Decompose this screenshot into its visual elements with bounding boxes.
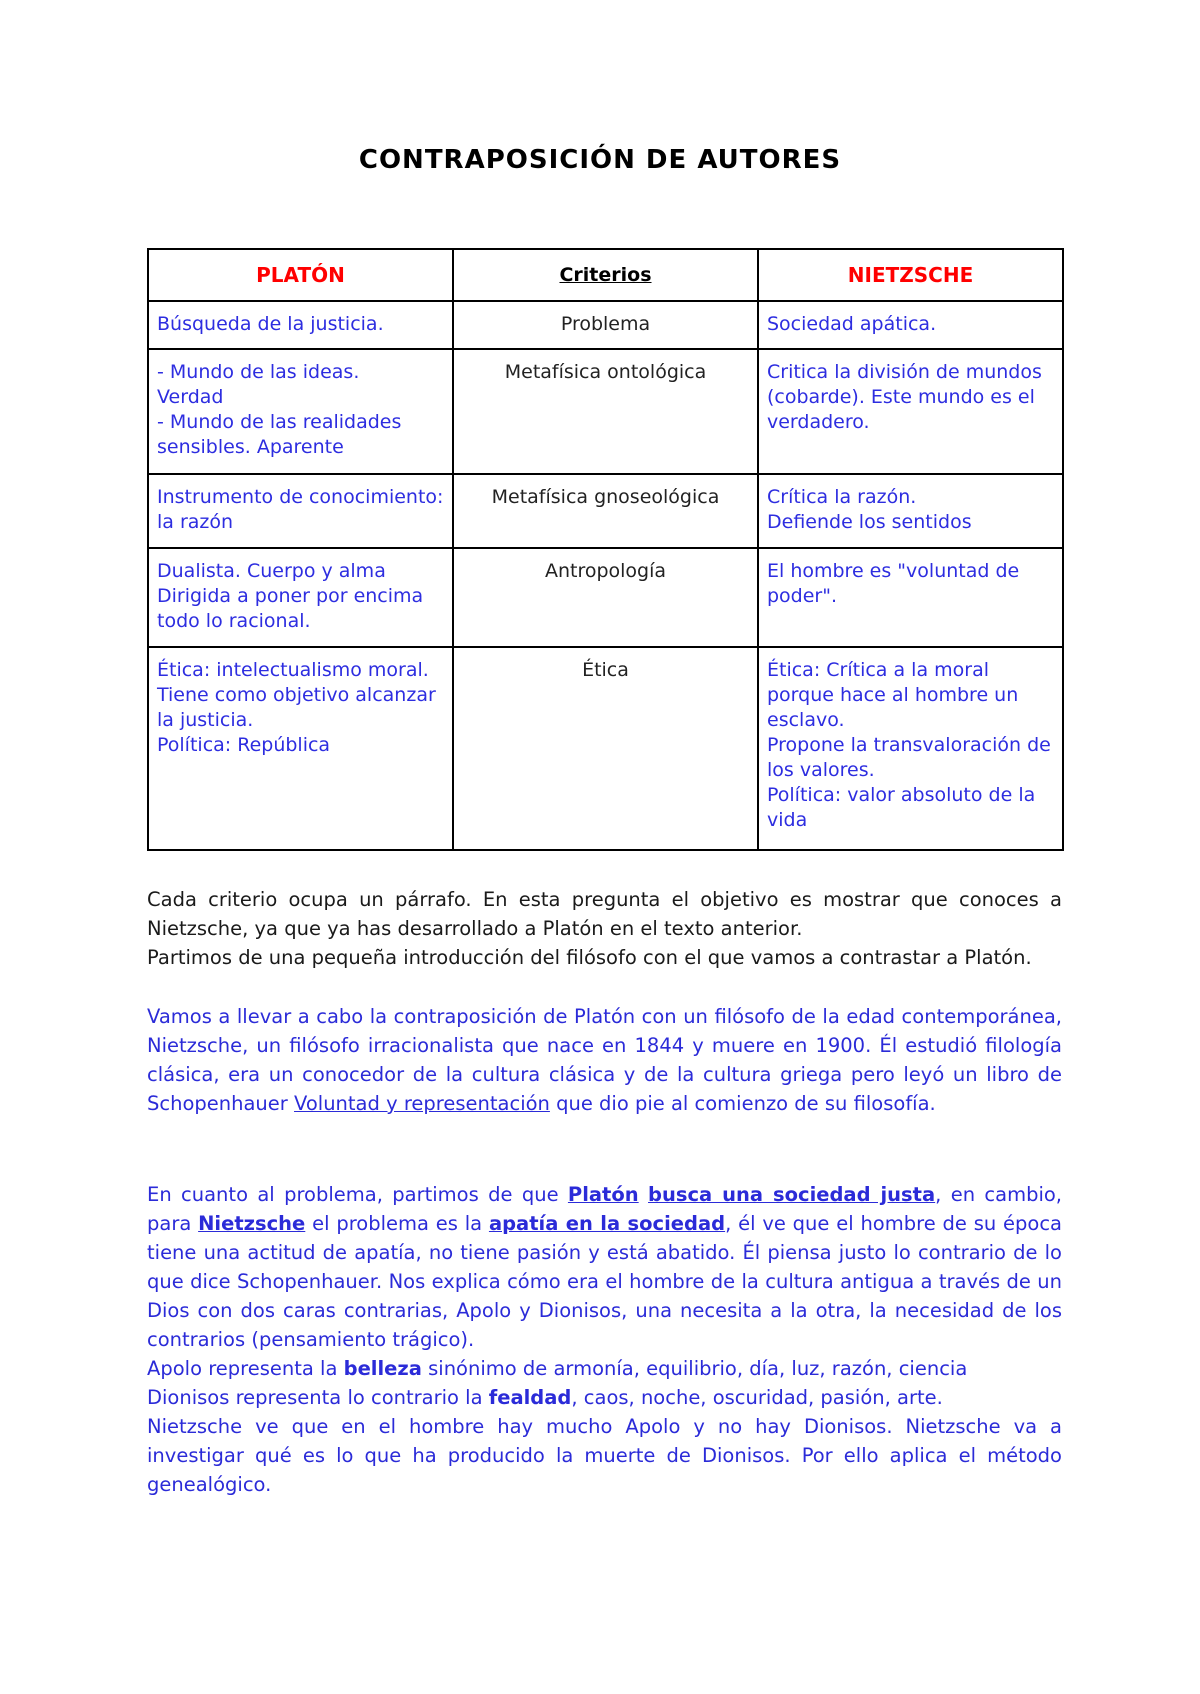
text: el problema es la: [305, 1212, 489, 1235]
text: , en cambio, para: [147, 1183, 1063, 1235]
cell-line: Defiende los sentidos: [767, 511, 972, 533]
instructions-paragraph: Cada criterio ocupa un párrafo. En esta pregunta el objetivo es mostrar que conoces a Nietzsche, ya que ya has desarrollado a Platón en el texto anterior.: [147, 888, 1062, 940]
cell-platon: [148, 301, 453, 349]
problem-paragraph: [147, 1180, 1062, 1354]
dionisos-line: [147, 1383, 1062, 1412]
cell-nietzsche: [758, 548, 1063, 647]
cell-line: Política: valor absoluto de la vida: [767, 784, 1036, 831]
table-row: [148, 647, 1063, 850]
table-row: [148, 474, 1063, 548]
text: Dionisos representa lo contrario la: [147, 1386, 489, 1409]
cell-line: Ética: intelectualismo moral.: [157, 659, 429, 681]
cell-line: Tiene como objetivo alcanzar la justicia.: [157, 684, 436, 731]
keyword-sociedad-justa[interactable]: busca una sociedad justa: [648, 1183, 936, 1206]
cell-nietzsche: [758, 349, 1063, 474]
cell-nietzsche: [758, 474, 1063, 548]
cell-line: Búsqueda de la justicia.: [157, 313, 384, 335]
cell-line: Ética: Crítica a la moral porque hace al hombre un esclavo.: [767, 659, 1019, 731]
book-title-link[interactable]: Voluntad y representación: [294, 1092, 550, 1115]
cell-line: - Mundo de las realidades sensibles. Aparente: [157, 411, 402, 458]
keyword-fealdad: fealdad: [488, 1386, 572, 1409]
table-row: [148, 301, 1063, 349]
cell-platon: [148, 548, 453, 647]
keyword-apatia[interactable]: apatía en la sociedad: [488, 1212, 726, 1235]
cell-line: Propone la transvaloración de los valores.: [767, 734, 1051, 781]
cell-line: Verdad: [157, 386, 224, 408]
comparison-table: [147, 248, 1064, 851]
cell-line: Sociedad apática.: [767, 313, 937, 335]
cell-nietzsche: [758, 301, 1063, 349]
text: , él ve que el hombre de su época tiene una actitud de apatía, no tiene pasión y está abatido. Él piensa justo lo contrario de lo que dice Schopenhauer. Nos explica cómo era el hombre de la cultura antigua a través de un Dios con dos caras contrarias, Apolo y Dionisos, una necesita a la otra, la necesidad de los contrarios (pensamiento trágico).: [147, 1212, 1062, 1351]
header-criterios: Criterios: [453, 249, 758, 301]
text: [639, 1183, 648, 1206]
cell-criterio: Problema: [453, 301, 758, 349]
table-row: [148, 548, 1063, 647]
intro-text: Vamos a llevar a cabo la contraposición de Platón con un filósofo de la edad contemporánea, Nietzsche, un filósofo irracionalista que nace en 1844 y muere en 1900. Él estudió filología clásica, era un conocedor de la cultura clásica y de la cultura griega pero leyó un libro de Schopenhauer: [147, 1005, 1062, 1115]
text: sinónimo de armonía, equilibrio, día, luz, razón, ciencia: [421, 1357, 968, 1380]
cell-criterio: Metafísica gnoseológica: [453, 474, 758, 548]
cell-line: El hombre es "voluntad de poder".: [767, 560, 1020, 607]
cell-criterio: Antropología: [453, 548, 758, 647]
cell-platon: [148, 474, 453, 548]
cell-line: Instrumento de conocimiento: la razón: [157, 486, 444, 533]
cell-platon: [148, 647, 453, 850]
text: , caos, noche, oscuridad, pasión, arte.: [571, 1386, 943, 1409]
table-row: [148, 349, 1063, 474]
keyword-belleza: belleza: [343, 1357, 422, 1380]
cell-line: Crítica la razón.: [767, 486, 917, 508]
apolo-line: [147, 1354, 1062, 1383]
header-nietzsche: NIETZSCHE: [758, 249, 1063, 301]
text: Apolo representa la: [147, 1357, 344, 1380]
cell-criterio: Metafísica ontológica: [453, 349, 758, 474]
problem-block: [147, 1180, 1062, 1499]
cell-line: - Mundo de las ideas.: [157, 361, 360, 383]
cell-nietzsche: [758, 647, 1063, 850]
cell-criterio: Ética: [453, 647, 758, 850]
keyword-nietzsche[interactable]: Nietzsche: [198, 1212, 306, 1235]
keyword-platon[interactable]: Platón: [567, 1183, 639, 1206]
page-title: CONTRAPOSICIÓN DE AUTORES: [358, 145, 842, 175]
cell-line: Política: República: [157, 734, 331, 756]
cell-line: Critica la división de mundos (cobarde). Este mundo es el verdadero.: [767, 361, 1042, 433]
header-platon: PLATÓN: [148, 249, 453, 301]
table-header-row: [148, 249, 1063, 301]
cell-line: Dualista. Cuerpo y alma: [157, 560, 386, 582]
intro-text: que dio pie al comienzo de su filosofía.: [549, 1092, 936, 1115]
instructions-block: [147, 885, 1062, 972]
cell-platon: [148, 349, 453, 474]
intro-paragraph: [147, 1002, 1062, 1118]
cell-line: Dirigida a poner por encima todo lo racional.: [157, 585, 424, 632]
conclusion-paragraph: Nietzsche ve que en el hombre hay mucho Apolo y no hay Dionisos. Nietzsche va a investigar qué es lo que ha producido la muerte de Dionisos. Por ello aplica el método genealógico.: [147, 1415, 1062, 1496]
instructions-paragraph: Partimos de una pequeña introducción del filósofo con el que vamos a contrastar a Platón.: [147, 946, 1032, 969]
text: En cuanto al problema, partimos de que: [147, 1183, 568, 1206]
